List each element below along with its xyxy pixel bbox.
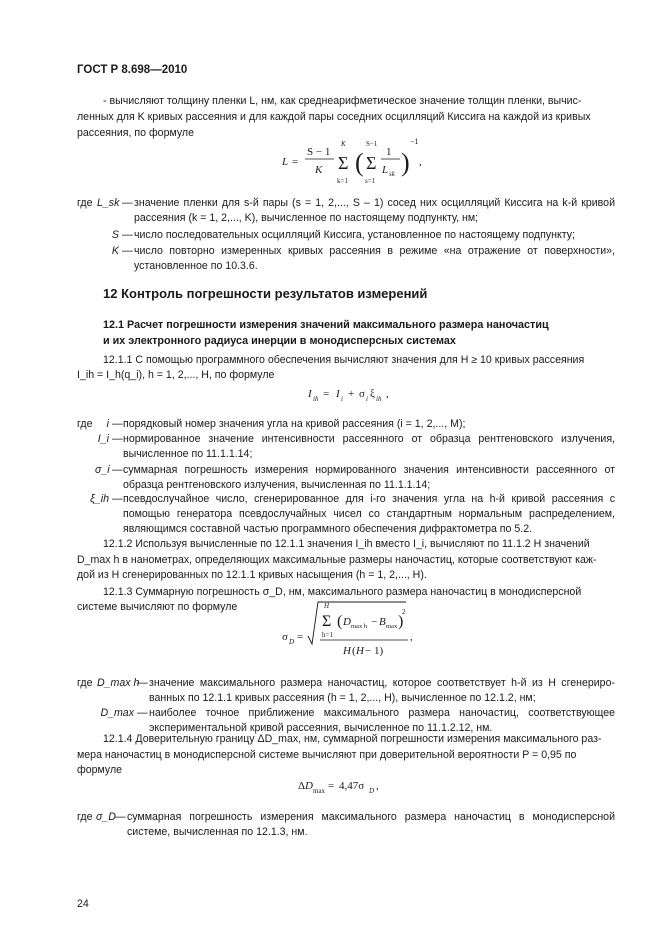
svg-text:L: L <box>282 156 289 168</box>
intro-line-1: - вычисляют толщину пленки L, нм, как среднеарифметическое значение толщин пленки, вычис- <box>103 95 582 107</box>
svg-text:ih: ih <box>313 395 319 403</box>
dash: — <box>112 493 123 505</box>
dash: — <box>122 197 133 209</box>
svg-text:=: = <box>328 780 335 792</box>
svg-text:Σ: Σ <box>322 613 332 630</box>
symbol-sigma-i: σ_i <box>95 464 110 476</box>
p-12-1-2-line-1: 12.1.2 Используя вычисленные по 12.1.1 значения I_ih вместо I_i, вычисляют по 11.1.2 H значений <box>103 538 590 550</box>
intensity-formula <box>306 382 401 406</box>
svg-text:−: − <box>371 616 378 628</box>
svg-text:H: H <box>324 602 330 610</box>
svg-text:L: L <box>382 164 389 176</box>
svg-text:2: 2 <box>402 608 406 616</box>
dash: — <box>115 811 126 823</box>
svg-text:ih: ih <box>376 395 382 403</box>
symbol-K: K <box>111 245 119 257</box>
svg-text:=: = <box>323 388 330 400</box>
svg-text:D: D <box>305 780 313 792</box>
p-12-1-2-line-3: дой из H сгенерированных по 12.1.1 кривых насыщения (h = 1, 2,..., H). <box>77 569 427 581</box>
svg-text:Σ: Σ <box>366 153 377 173</box>
definition-sigma-D: суммарная погрешность измерения максимального размера наночастиц в монодисперсной системе, вычисленная по 12.1.3, нм. <box>127 811 615 839</box>
svg-text:(: ( <box>355 148 364 177</box>
svg-text:σ: σ <box>282 631 288 643</box>
svg-text:max h: max h <box>351 623 368 630</box>
definition-I-i: нормированное значение интенсивности рассеянного от образца рентгеновского излучения, вычисленное по 11.1.1.14; <box>123 433 615 461</box>
symbol-S: S <box>111 229 119 241</box>
section-12-1-heading-line-1: 12.1 Расчет погрешности измерения значений максимального размера наночастиц <box>103 319 549 331</box>
svg-text:ξ: ξ <box>370 388 375 400</box>
svg-text:D: D <box>343 616 351 628</box>
definition-L-sk: значение пленки для s-й пары (s = 1, 2,..., S – 1) сосед них осцилляций Киссига на k-й кривой рассеяния (k = 1, 2,..., K), вычисленное по настоящему подпункту, нм; <box>134 197 615 225</box>
definition-sigma-i: суммарная погрешность измерения нормированного значения интенсивности рассеянного от образца рентгеновского излучения, вычисленная по 11.1.1.14; <box>123 464 615 492</box>
svg-text:D: D <box>289 638 295 646</box>
document-header: ГОСТ Р 8.698—2010 <box>77 64 188 76</box>
p-12-1-4-line-1: 12.1.4 Доверительную границу ΔD_max, нм, суммарной погрешности измерения максимального раз- <box>103 733 602 745</box>
dash: — <box>112 433 123 445</box>
svg-text:S−1: S−1 <box>366 140 378 148</box>
definition-D-max: наиболее точное приближение максимального размера наночастиц, соответствующее экспериментальной кривой рассеяния, вычисленное по 11.1.2.12, нм. <box>149 707 615 735</box>
where-lead-4: где <box>77 811 93 823</box>
svg-text:σ: σ <box>359 388 365 400</box>
intro-line-3: рассеяния, по формуле <box>77 127 195 139</box>
svg-text:s=1: s=1 <box>365 177 376 185</box>
svg-text:I: I <box>308 388 312 400</box>
page-number: 24 <box>77 898 89 910</box>
svg-text:−1: −1 <box>410 137 419 146</box>
svg-text:Σ: Σ <box>338 153 349 173</box>
p-12-1-4-line-3: формуле <box>77 764 123 776</box>
p-12-1-2-line-2: D_max h в нанометрах, определяющих максимальные размеры наночастиц, которые соответствуют каж- <box>77 554 597 566</box>
svg-text:(: ( <box>337 613 343 630</box>
symbol-xi-ih: ξ_ih <box>90 493 109 505</box>
dash: — <box>137 677 148 689</box>
p-12-1-3-line-2: системе вычисляют по формуле <box>77 601 238 613</box>
symbol-D-max-h: D_max h <box>97 677 140 689</box>
svg-text:,: , <box>419 156 422 168</box>
svg-text:− 1): − 1) <box>365 645 384 657</box>
svg-text:Δ: Δ <box>298 780 306 792</box>
svg-text:4,47σ: 4,47σ <box>339 780 365 792</box>
svg-text:): ) <box>398 613 404 630</box>
svg-text:S − 1: S − 1 <box>307 146 331 158</box>
sigma-d-formula <box>280 600 420 664</box>
definition-S: число последовательных осцилляций Киссига, установленное по настоящему подпункту; <box>134 229 575 241</box>
svg-text:1: 1 <box>386 146 392 158</box>
svg-text:,: , <box>376 780 379 792</box>
svg-text:k=1: k=1 <box>337 177 348 185</box>
where-lead-1: где <box>77 197 93 209</box>
dash: — <box>112 418 123 430</box>
svg-text:=: = <box>292 156 299 168</box>
svg-text:(: ( <box>352 645 356 657</box>
symbol-L-sk: L_sk <box>97 197 120 209</box>
svg-text:i: i <box>341 395 343 403</box>
svg-text:K: K <box>341 140 346 148</box>
definition-K: число повторно измеренных кривых рассеяния в режиме «на отражение от поверхности», установленное по 10.3.6. <box>134 245 615 273</box>
symbol-I-i: I_i <box>97 433 109 445</box>
p-12-1-1-line-2: I_ih = I_h(q_i), h = 1, 2,..., H, по формуле <box>77 369 275 381</box>
svg-text:max: max <box>386 623 398 630</box>
svg-text:sk: sk <box>389 170 395 178</box>
dash: — <box>112 464 123 476</box>
section-12-1-heading-line-2: и их электронного радиуса инерции в монодисперсных системах <box>103 335 456 347</box>
svg-text:i: i <box>366 395 368 403</box>
where-lead-2: где <box>77 418 93 430</box>
svg-text:,: , <box>410 631 413 643</box>
svg-text:): ) <box>401 148 410 177</box>
symbol-sigma-D: σ_D <box>96 811 116 823</box>
p-12-1-3-line-1: 12.1.3 Суммарную погрешность σ_D, нм, максимального размера наночастиц в монодисперсной <box>103 586 582 598</box>
svg-text:max: max <box>313 787 326 795</box>
definition-D-max-h: значение максимального размера наночастиц, которое соответствует h-й из H сгенериро-ванных по 12.1.1 кривых рассеяния (h = 1, 2,..., H), вычисленное по 12.1.2, нм; <box>149 677 615 705</box>
svg-text:H: H <box>356 645 364 657</box>
svg-text:B: B <box>379 616 386 628</box>
svg-text:D: D <box>369 787 375 795</box>
svg-text:K: K <box>315 164 323 176</box>
intro-line-2: ленных для K кривых рассеяния и для каждой пары соседних осцилляций Киссига на каждой из кривых <box>77 111 591 123</box>
svg-text:H: H <box>343 645 351 657</box>
svg-text:I: I <box>336 388 340 400</box>
where-lead-3: где <box>77 677 93 689</box>
definition-i: порядковый номер значения угла на кривой рассеяния (i = 1, 2,..., M); <box>123 418 466 430</box>
dash: — <box>137 707 148 719</box>
delta-d-max-formula <box>296 774 396 798</box>
section-12-heading: 12 Контроль погрешности результатов измерений <box>103 286 428 301</box>
symbol-i: i <box>106 418 109 430</box>
dash: — <box>122 229 133 241</box>
svg-text:,: , <box>386 388 389 400</box>
thickness-formula <box>280 133 430 193</box>
svg-text:=: = <box>297 631 304 643</box>
svg-text:h=1: h=1 <box>322 631 333 639</box>
svg-text:+: + <box>348 388 355 400</box>
p-12-1-4-line-2: мера наночастиц в монодисперсной системе вычисляют при доверительной вероятности P = 0,95 по <box>77 749 577 761</box>
symbol-D-max: D_max <box>100 707 134 719</box>
definition-xi-ih: псевдослучайное число, сгенерированное для i-го значения угла на h-й кривой рассеяния с помощью генератора псевдослучайных чисел со стандартным нормальным распределением, являющимся составной частью программного обеспечения дифрактометра по 5.2. <box>123 493 615 536</box>
dash: — <box>122 245 133 257</box>
p-12-1-1-line-1: 12.1.1 С помощью программного обеспечения вычисляют значения для H ≥ 10 кривых рассеяния <box>103 354 585 366</box>
